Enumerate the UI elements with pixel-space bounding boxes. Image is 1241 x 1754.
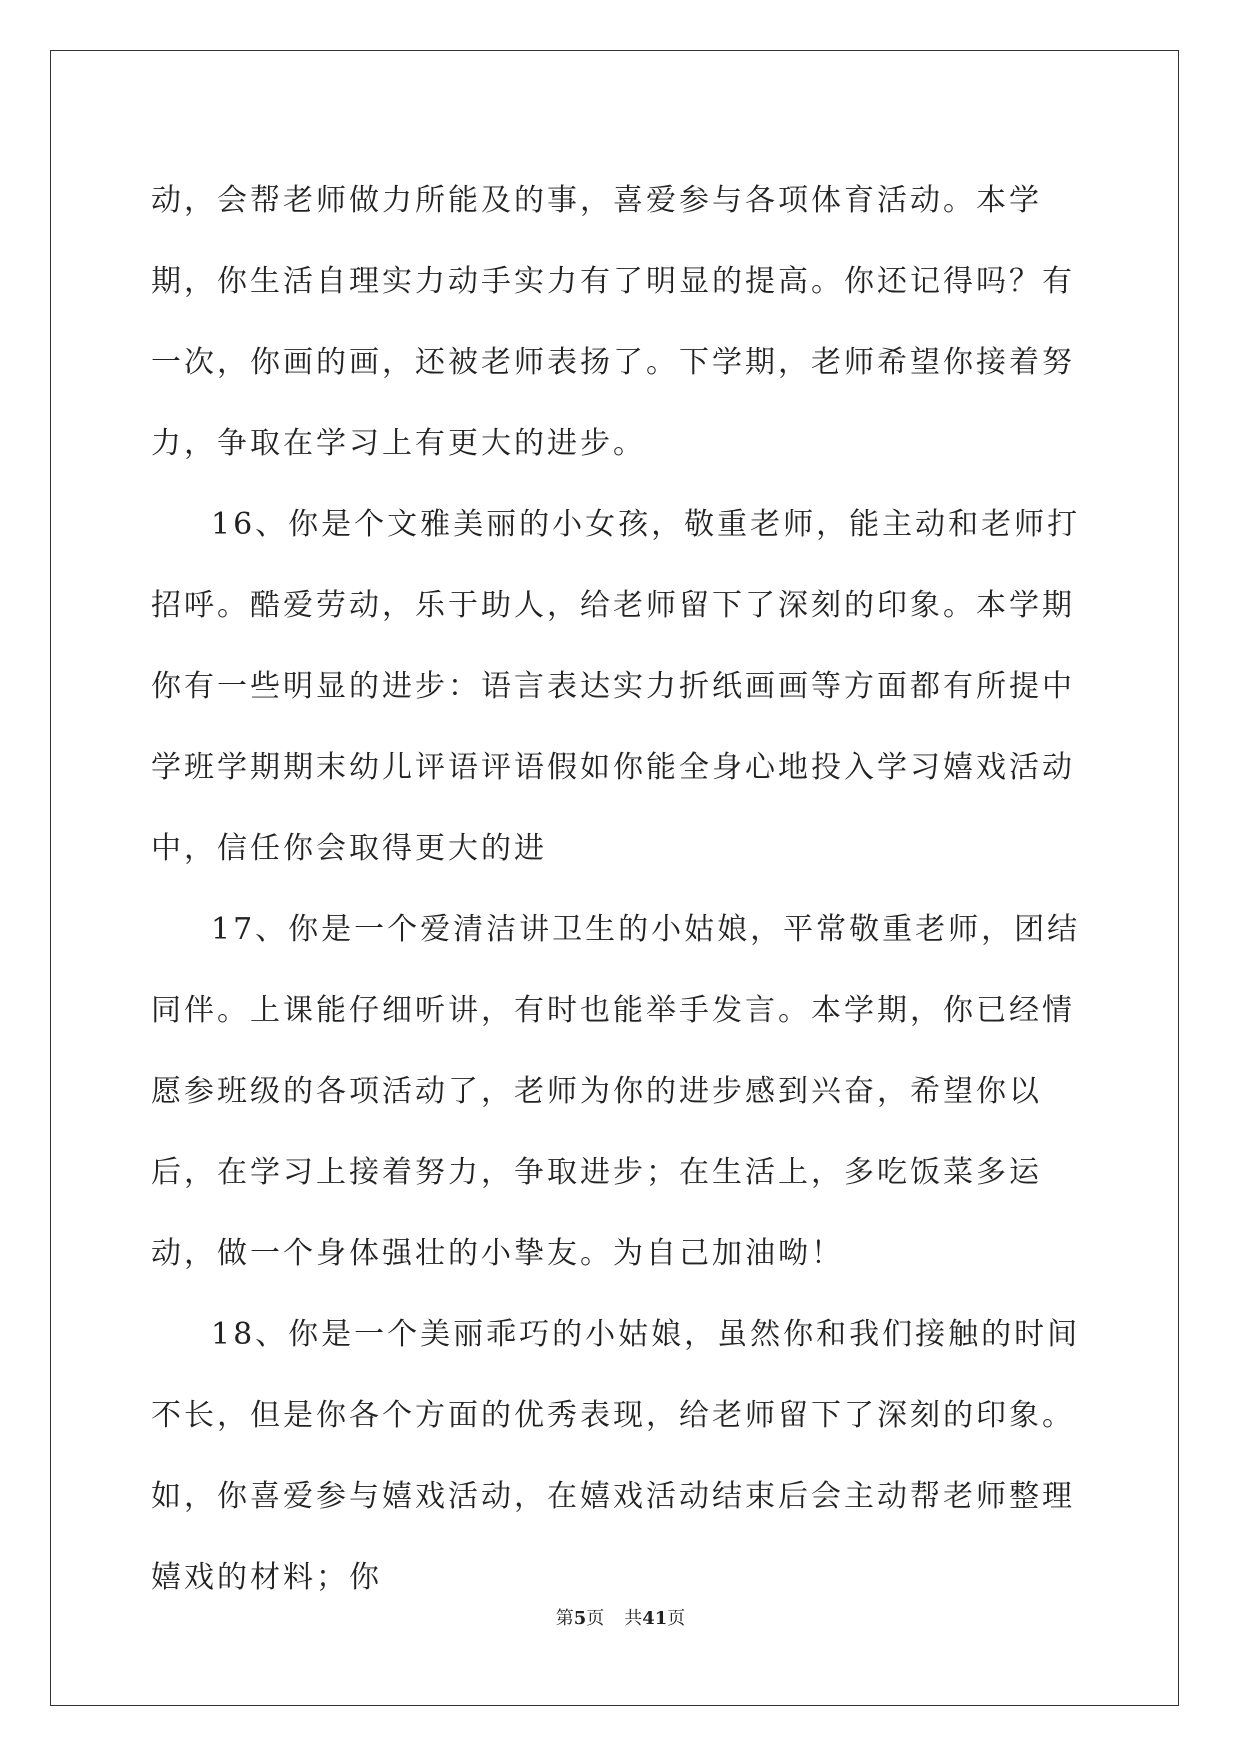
document-body [151,160,1101,1618]
paragraph-15-continued: 动，会帮老师做力所能及的事，喜爱参与各项体育活动。本学期，你生活自理实力动手实力有了明显的提高。你还记得吗？有一次，你画的画，还被老师表扬了。下学期，老师希望你接着努力，争取在学习上有更大的进步。 [151,183,1075,461]
paragraph-16: 16、你是个文雅美丽的小女孩，敬重老师，能主动和老师打招呼。酷爱劳动，乐于助人，给老师留下了深刻的印象。本学期你有一些明显的进步：语言表达实力折纸画画等方面都有所提中学班学期期末幼儿评语评语假如你能全身心地投入学习嬉戏活动中，信任你会取得更大的进 [151,507,1081,866]
page-prefix: 第 [555,1608,574,1629]
page-suffix: 页 [586,1608,605,1629]
current-page-number: 5 [573,1608,587,1629]
total-prefix: 共 [624,1608,643,1629]
total-page-number: 41 [642,1608,668,1629]
page-footer [0,1607,1241,1631]
paragraph-18: 18、你是一个美丽乖巧的小姑娘，虽然你和我们接触的时间不长，但是你各个方面的优秀表现，给老师留下了深刻的印象。如，你喜爱参与嬉戏活动，在嬉戏活动结束后会主动帮老师整理嬉戏的材料；你 [151,1317,1081,1595]
paragraph-17: 17、你是一个爱清洁讲卫生的小姑娘，平常敬重老师，团结同伴。上课能仔细听讲，有时也能举手发言。本学期，你已经情愿参班级的各项活动了，老师为你的进步感到兴奋，希望你以后，在学习上接着努力，争取进步；在生活上，多吃饭菜多运动，做一个身体强壮的小挚友。为自己加油呦！ [151,912,1081,1271]
total-suffix: 页 [667,1608,686,1629]
